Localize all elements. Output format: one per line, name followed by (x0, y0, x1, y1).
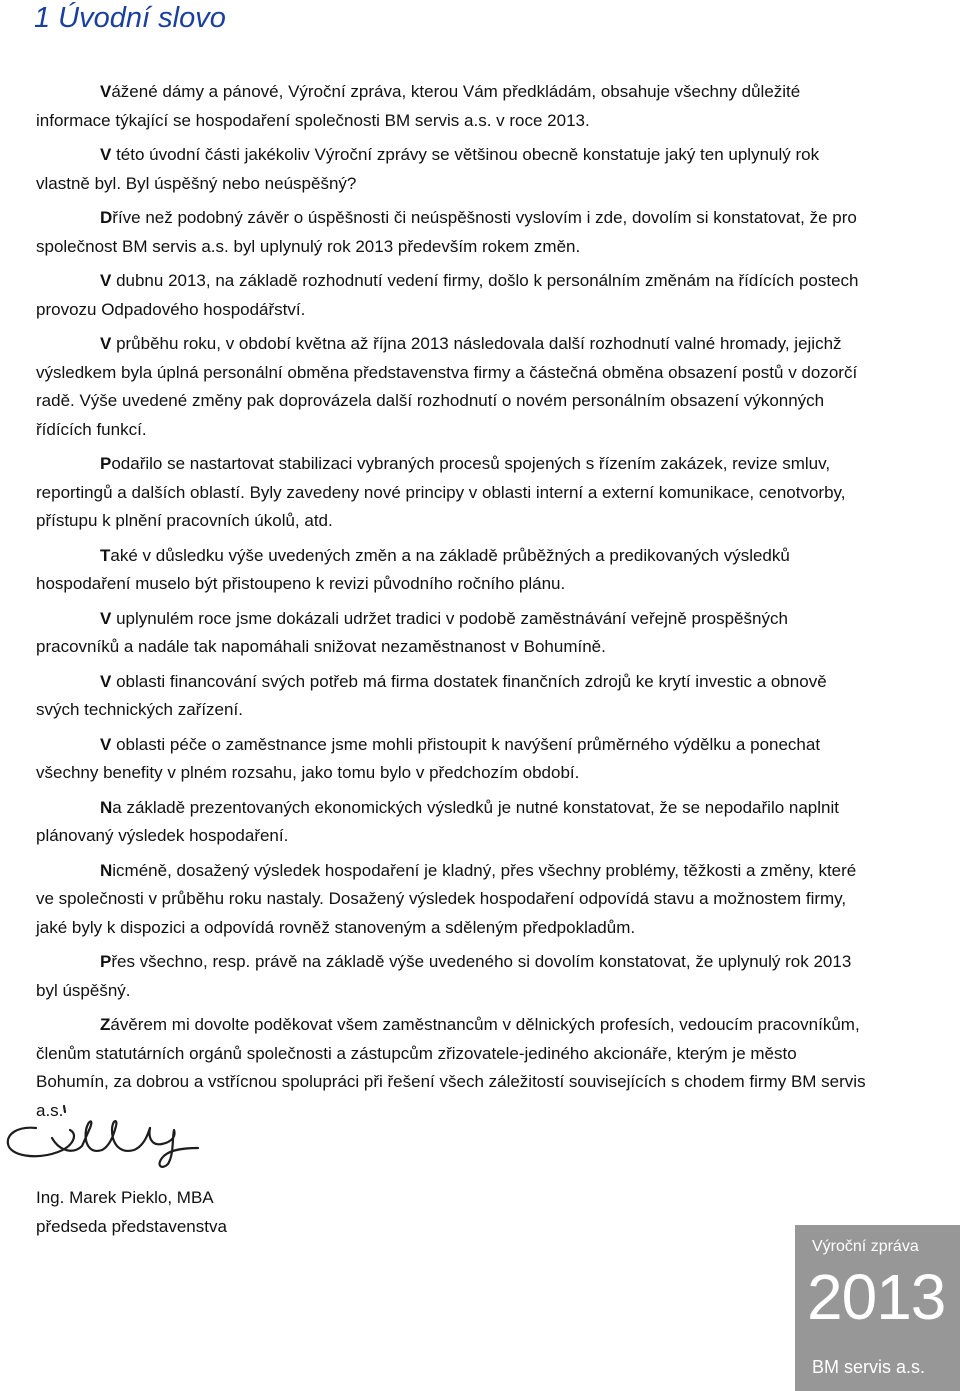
paragraph-11 (36, 794, 866, 851)
paragraph-initial: V (100, 608, 112, 628)
paragraph-6 (36, 450, 866, 536)
paragraph-initial: N (100, 797, 113, 817)
paragraph-13 (36, 948, 866, 1005)
paragraph-text: oblasti financování svých potřeb má firma dostatek finančních zdrojů ke krytí investic a obnově svých technických zařízení. (36, 671, 827, 719)
paragraph-5 (36, 330, 866, 444)
paragraph-text: této úvodní části jakékoliv Výroční zprávy se většinou obecně konstatuje jaký ten uplynulý rok vlastně byl. Byl úspěšný nebo neúspěšný? (36, 145, 820, 193)
paragraph-initial: V (100, 145, 112, 164)
paragraph-text: icméně, dosažený výsledek hospodaření je kladný, přes všechny problémy, těžkosti a změny, které ve společnosti v průběhu roku nastaly. Dosažený výsledek hospodaření odpovídá stavu a možnostem firmy, jaké byly k dispozici a odpovídá rovněž stanoveným a sděleným předpokladům. (36, 860, 857, 937)
handwritten-signature (2, 1098, 202, 1173)
paragraph-text: oblasti péče o zaměstnance jsme mohli přistoupit k navýšení průměrného výdělku a ponechat všechny benefity v plném rozsahu, jako tomu bylo v předchozím období. (36, 734, 821, 782)
paragraph-initial: V (100, 734, 112, 754)
paragraph-text: odařilo se nastartovat stabilizaci vybraných procesů spojených s řízením zakázek, revize smluv, reportingů a dalších oblastí. Byly zavedeny nové principy v oblasti interní a externí komunikace, cenotvorby, přístupu k plnění pracovních úkolů, atd. (36, 454, 846, 530)
paragraph-text: uplynulém roce jsme dokázali udržet tradici v podobě zaměstnávání veřejně prospěšných pracovníků a nadále tak napomáhali snižovat nezaměstnanost v Bohumíně. (36, 608, 788, 656)
paragraph-text: ávěrem mi dovolte poděkovat všem zaměstnancům v dělnických profesích, vedoucím pracovníkům, členům statutárních orgánů společnosti a zástupcům zřizovatele-jediného akcionáře, kterým je město Bohumín, za dobrou a vstřícnou spolupráci při řešení všech záležitostí souvisejících s chodem firmy BM servis a.s. (36, 1015, 866, 1120)
paragraph-text: aké v důsledku výše uvedených změn a na základě průběžných a predikovaných výsledků hospodaření muselo být přistoupeno k revizi původního ročního plánu. (36, 545, 790, 593)
signer-name: Ing. Marek Pieklo, MBA (36, 1188, 214, 1207)
paragraph-12 (36, 857, 866, 943)
badge-company: BM servis a.s. (812, 1357, 926, 1377)
page-title: 1 Úvodní slovo (34, 2, 226, 34)
paragraph-initial: V (100, 82, 112, 101)
paragraph-text: a základě prezentovaných ekonomických výsledků je nutné konstatovat, že se nepodařilo naplnit plánovaný výsledek hospodaření. (36, 797, 839, 845)
paragraph-initial: V (100, 271, 112, 290)
paragraph-2 (36, 141, 866, 198)
paragraph-initial: Z (100, 1015, 111, 1034)
paragraph-text: dubnu 2013, na základě rozhodnutí vedení firmy, došlo k personálním změnám na řídících postech provozu Odpadového hospodářství. (36, 271, 859, 319)
paragraph-4 (36, 267, 866, 324)
paragraph-initial: V (100, 671, 112, 691)
paragraph-initial: P (100, 454, 112, 473)
paragraph-1 (36, 78, 866, 135)
paragraph-text: průběhu roku, v období května až října 2013 následovala další rozhodnutí valné hromady, jejichž výsledkem byla úplná personální obměna představenstva firmy a částečná obměna obsazení postů v dozorčí radě. Výše uvedené změny pak doprovázela další rozhodnutí o novém personálním obsazení výkonných řídících funkcí. (36, 334, 858, 439)
paragraph-text: říve než podobný závěr o úspěšnosti či neúspěšnosti vyslovím i zde, dovolím si konstatovat, že pro společnost BM servis a.s. byl uplynulý rok 2013 především rokem změn. (36, 208, 857, 256)
paragraph-initial: D (100, 208, 113, 227)
paragraph-3 (36, 204, 866, 261)
paragraph-initial: T (100, 545, 111, 565)
paragraph-initial: P (100, 952, 112, 971)
badge-year: 2013 (807, 1261, 946, 1333)
signer-role: předseda představenstva (36, 1216, 227, 1236)
letter-body (36, 78, 866, 1131)
annual-report-badge (795, 1225, 960, 1391)
paragraph-8 (36, 605, 866, 662)
paragraph-7 (36, 542, 866, 599)
paragraph-10 (36, 731, 866, 788)
paragraph-text: ážené dámy a pánové, Výroční zpráva, kterou Vám předkládám, obsahuje všechny důležité informace týkající se hospodaření společnosti BM servis a.s. v roce 2013. (36, 82, 801, 130)
paragraph-initial: N (100, 860, 113, 880)
paragraph-9 (36, 668, 866, 725)
paragraph-initial: V (100, 334, 112, 353)
paragraph-text: řes všechno, resp. právě na základě výše uvedeného si dovolím konstatovat, že uplynulý rok 2013 byl úspěšný. (36, 952, 852, 1000)
signer-block (36, 1184, 227, 1241)
badge-report-label: Výroční zpráva (812, 1238, 919, 1255)
